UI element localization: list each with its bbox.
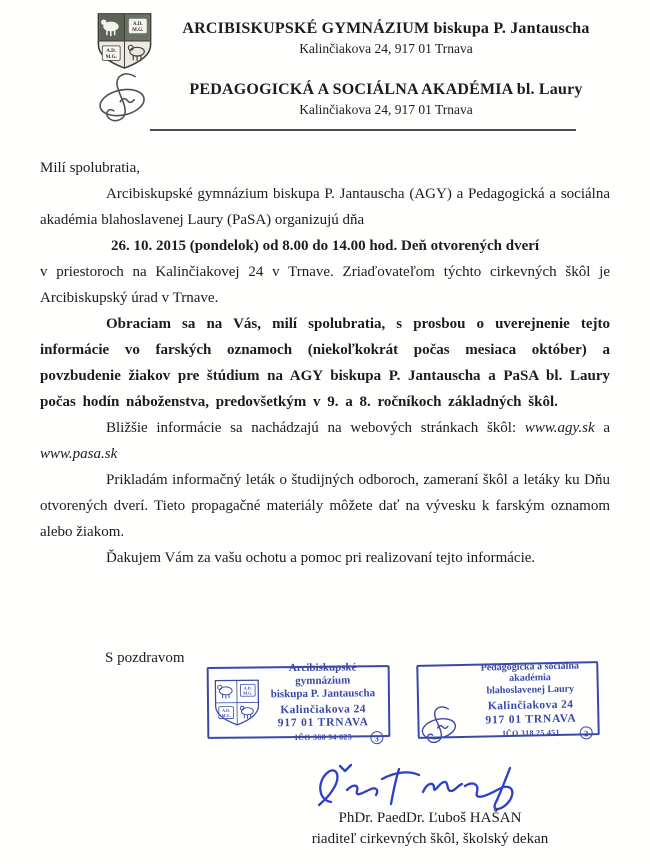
school2-heading — [150, 80, 622, 119]
stamp-org-line: Pedagogická a sociálna akadémia — [480, 660, 580, 685]
location-paragraph: v priestoroch na Kalinčiakovej 24 v Trnave. Zriaďovateľom týchto cirkevných škôl je Arcibiskupský úrad v Trnave. — [40, 264, 610, 306]
svg-text:A.D.: A.D. — [243, 685, 252, 691]
school1-name: ARCIBISKUPSKÉ GYMNÁZIUM biskupa P. Jantauscha — [182, 20, 590, 37]
thanks-paragraph: Ďakujem Vám za vašu ochotu a pomoc pri realizovaní tejto informácie. — [106, 550, 536, 566]
svg-text:M.G.: M.G. — [243, 690, 253, 696]
event-date-line: 26. 10. 2015 (pondelok) od 8.00 do 14.00 hod. Deň otvorených dverí — [110, 238, 540, 254]
agy-stamp — [207, 661, 391, 743]
svg-text:M.G.: M.G. — [132, 28, 144, 34]
stamp-org-line: Arcibiskupské gymnázium — [288, 661, 357, 687]
letter-body — [0, 131, 650, 571]
websites-connector: a — [594, 420, 610, 436]
stamp-ico: IČO 360 94 625 — [294, 732, 353, 742]
stamp-street: Kalinčiakova 24 — [487, 699, 574, 713]
header-divider — [150, 129, 576, 131]
svg-text:A.D.: A.D. — [106, 49, 117, 55]
websites-paragraph — [40, 415, 610, 467]
school2-address: Kalinčiakova 24, 917 01 Trnava — [299, 102, 473, 117]
salutation: Milí spolubratia, — [40, 160, 140, 176]
school1-address: Kalinčiakova 24, 917 01 Trnava — [299, 41, 473, 56]
closing-salutation: S pozdravom — [105, 650, 185, 666]
svg-text:M.G.: M.G. — [221, 712, 231, 718]
intro-paragraph: Arcibiskupské gymnázium biskupa P. Jantauscha (AGY) a Pedagogická a sociálna akadémia blahoslavenej Laury (PaSA) organizujú dňa — [40, 186, 610, 228]
agy-shield-logo-icon — [96, 12, 153, 70]
stamp-org-line: blahoslavenej Laury — [486, 683, 575, 697]
stamp-badge: 2 — [580, 726, 593, 739]
pasa-stamp-monogram-icon — [418, 700, 461, 749]
handwritten-signature-icon — [305, 760, 530, 812]
websites-text: Bližšie informácie sa nachádzajú na webových stránkach škôl: — [106, 420, 525, 436]
stamp-city: 917 01 TRNAVA — [277, 716, 369, 730]
closing-section — [0, 640, 650, 864]
letterhead — [0, 0, 650, 131]
stamp-ico: IČO 318 25 451 — [502, 727, 560, 738]
request-paragraph: Obraciam sa na Vás, milí spolubratia, s prosbou o uverejnenie tejto informácie vo farských oznamoch (niekoľkokrát počas mesiaca október) a povzbudenie žiakov pre štúdium na AGY biskupa P. Jantauscha a PaSA bl. Laury počas hodín náboženstva, predovšetkým v 9. a 8. ročníkoch základných škôl. — [40, 316, 610, 410]
pasa-stamp-text — [470, 660, 591, 739]
agy-stamp-shield-icon — [214, 676, 261, 728]
website-agy: www.agy.sk — [524, 420, 595, 436]
stamp-org-line: biskupa P. Jantauscha — [270, 686, 376, 700]
svg-text:A.D.: A.D. — [132, 22, 143, 28]
stamp-street: Kalinčiakova 24 — [280, 703, 366, 717]
svg-text:M.G.: M.G. — [105, 55, 117, 61]
signatory-name: PhDr. PaedDr. Ľuboš HAŠAN — [338, 810, 522, 826]
leaflets-paragraph: Prikladám informačný leták o študijných odboroch, zameraní škôl a letáky ku Dňu otvorených dverí. Tieto propagačné materiály môžete dať na vývesku k farským oznamom alebo žiakom. — [40, 472, 610, 540]
pasa-monogram-logo-icon — [93, 71, 153, 123]
svg-text:A.D.: A.D. — [222, 707, 231, 713]
website-pasa: www.pasa.sk — [40, 446, 118, 462]
signatory-title: riaditeľ cirkevných škôl, školský dekan — [311, 831, 549, 847]
stamp-city: 917 01 TRNAVA — [485, 712, 577, 727]
pasa-stamp — [416, 661, 600, 739]
school2-name: PEDAGOGICKÁ A SOCIÁLNA AKADÉMIA bl. Laury — [189, 81, 583, 98]
school1-heading — [150, 19, 622, 58]
agy-stamp-text — [265, 661, 382, 742]
stamp-badge: 3 — [370, 731, 383, 744]
